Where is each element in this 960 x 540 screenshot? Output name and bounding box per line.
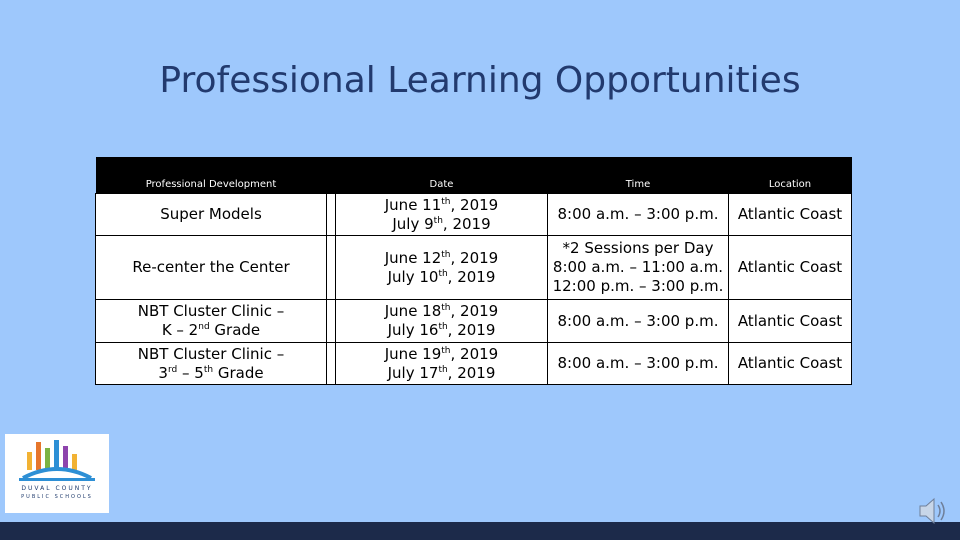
cell-development [96,194,327,236]
logo-bar [54,440,59,470]
cell-development-line: Re-center the Center [132,258,290,276]
cell-date [336,300,548,343]
cell-spacer [327,236,336,300]
logo-bar [36,442,41,470]
cell-date [336,343,548,385]
cell-date-line: July 10th, 2019 [387,267,496,286]
header-spacer [327,157,336,194]
cell-date-line: June 11th, 2019 [384,195,499,214]
cell-spacer [327,300,336,343]
cell-date-line: July 17th, 2019 [387,363,496,382]
cell-development-line: 3rd – 5th Grade [158,363,264,382]
header-time: Time [548,157,729,194]
cell-location: Atlantic Coast [729,300,852,343]
cell-development [96,236,327,300]
cell-time-line: 8:00 a.m. – 3:00 p.m. [557,311,719,330]
logo-bar [27,452,32,470]
cell-development-line: NBT Cluster Clinic – [137,344,285,363]
table-row [96,343,852,385]
cell-time-line: 8:00 a.m. – 11:00 a.m. [552,258,724,276]
header-professional-development: Professional Development [96,157,327,194]
cell-date [336,194,548,236]
cell-date-line: July 16th, 2019 [387,321,496,339]
table-row [96,194,852,236]
cell-spacer [327,343,336,385]
cell-time-line: *2 Sessions per Day [562,239,714,257]
cell-date-line: June 19th, 2019 [384,344,499,363]
cell-development [96,343,327,385]
table-row [96,300,852,343]
table-row [96,236,852,300]
logo-line2: PUBLIC SCHOOLS [21,494,93,500]
cell-date-line: June 18th, 2019 [384,302,499,320]
duval-county-logo [5,434,109,513]
schedule-table [95,157,852,385]
cell-date [336,236,548,300]
cell-time-line: 8:00 a.m. – 3:00 p.m. [557,354,719,372]
cell-development [96,300,327,343]
cell-date-line: June 12th, 2019 [384,248,499,267]
logo-bar [72,454,77,470]
cell-date-line: July 9th, 2019 [392,214,491,233]
cell-time-line: 12:00 p.m. – 3:00 p.m. [552,277,724,295]
cell-time [548,194,729,236]
cell-development-line: NBT Cluster Clinic – [137,302,285,320]
cell-location: Atlantic Coast [729,236,852,300]
cell-development-line: K – 2nd Grade [161,321,261,339]
cell-time-line: 8:00 a.m. – 3:00 p.m. [557,205,719,223]
header-date: Date [336,157,548,194]
cell-location: Atlantic Coast [729,194,852,236]
cell-location: Atlantic Coast [729,343,852,385]
table-header-row [96,157,852,194]
cell-time [548,300,729,343]
slide-title: Professional Learning Opportunities [159,60,801,101]
header-location: Location [729,157,852,194]
cell-time [548,343,729,385]
cell-time [548,236,729,300]
bottom-bar [0,522,960,540]
cell-development-line: Super Models [160,205,262,223]
logo-bar [45,448,50,470]
logo-graphic [5,434,109,490]
logo-line1: DUVAL COUNTY [21,485,93,492]
logo-bar [63,446,68,470]
speaker-icon[interactable] [916,494,950,528]
cell-spacer [327,194,336,236]
